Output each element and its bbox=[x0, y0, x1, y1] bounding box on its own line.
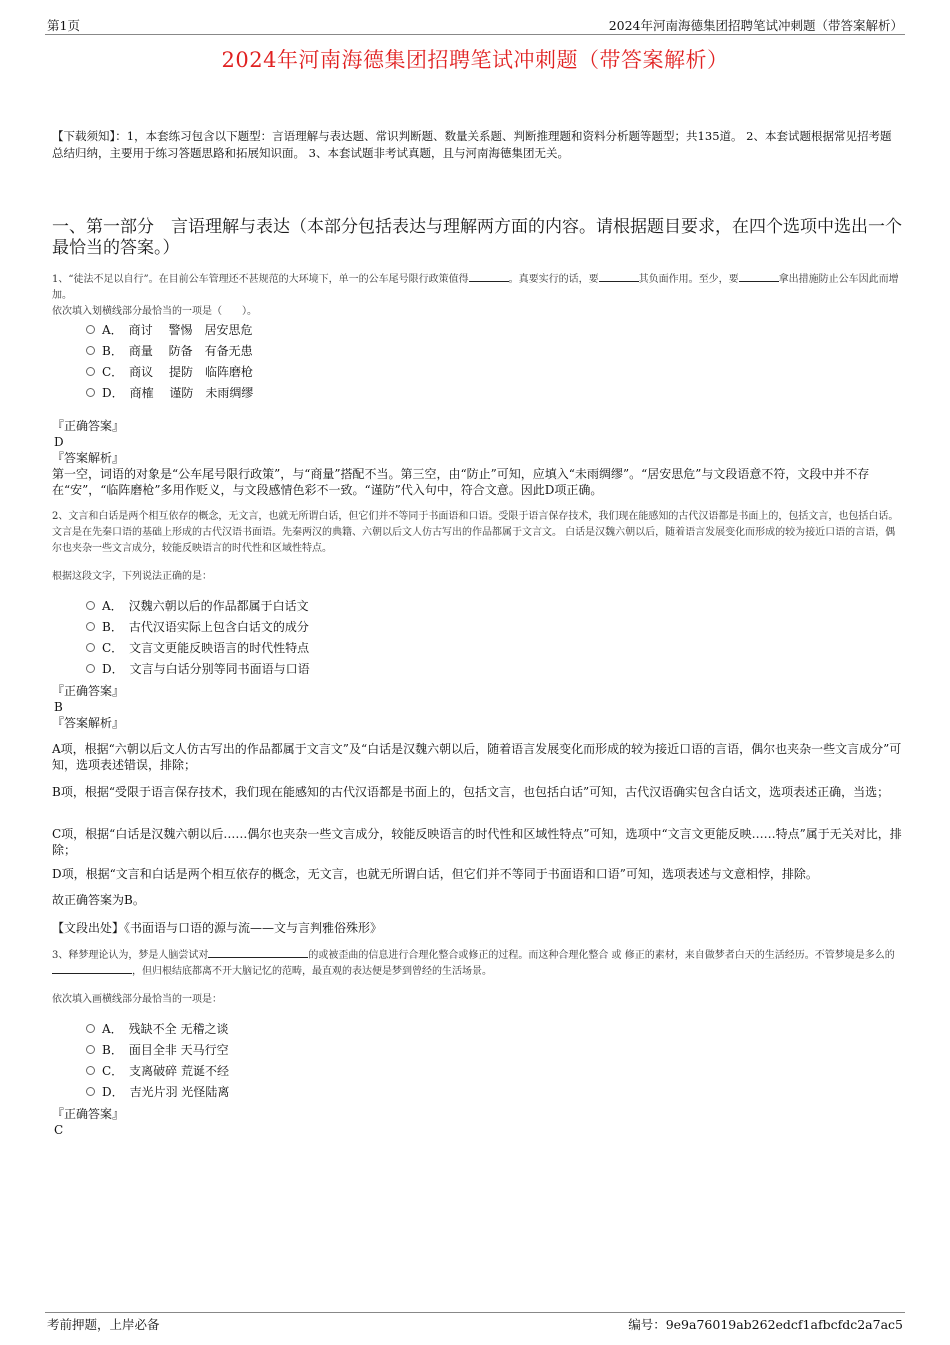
radio-icon[interactable] bbox=[86, 1066, 95, 1075]
question-2-options bbox=[86, 596, 310, 680]
page-footer bbox=[45, 1312, 905, 1333]
option-a[interactable]: A． 汉魏六朝以后的作品都属于白话文 bbox=[86, 596, 310, 617]
download-notice: 【下载须知】：1，本套练习包含以下题型：言语理解与表达题、常识判断题、数量关系题、判断推理题和资料分析题等题型；共135道。 2、本套试题根据常见招考题总结归纳，主要用于练习答题思路和拓展知识面。 3、本套试题非考试真题，且与河南海德集团无关。 bbox=[52, 129, 892, 160]
question-1-answer-block bbox=[52, 418, 902, 498]
question-2-answer-block bbox=[52, 683, 902, 731]
question-1-options bbox=[86, 320, 253, 404]
analysis-c: C项，根据“白话是汉魏六朝以后……偶尔也夹杂一些文言成分，较能反映语言的时代性和区域性特点”可知，选项中“文言文更能反映……特点”属于无关对比，排除； bbox=[52, 827, 902, 857]
document-id: 编号：9e9a76019ab262edcf1afbcfdc2a7ac5 bbox=[628, 1317, 903, 1332]
radio-icon[interactable] bbox=[86, 601, 95, 610]
option-b[interactable]: B． 面目全非 天马行空 bbox=[86, 1040, 229, 1061]
source-citation: 【文段出处】《书面语与口语的源与流——文与言判雅俗殊形》 bbox=[52, 921, 383, 935]
footer-slogan: 考前押题，上岸必备 bbox=[47, 1317, 160, 1332]
question-1-prompt: 依次填入划横线部分最恰当的一项是（ ）。 bbox=[52, 306, 257, 317]
option-b[interactable]: B． 商量 防备 有备无患 bbox=[86, 341, 253, 362]
answer-label: 『正确答案』 bbox=[52, 419, 125, 433]
correct-answer: B bbox=[54, 700, 63, 714]
radio-icon[interactable] bbox=[86, 388, 95, 397]
option-b[interactable]: B． 古代汉语实际上包含白话文的成分 bbox=[86, 617, 310, 638]
question-1-text: 1、“徒法不足以自行”。在目前公车管理还不甚规范的大环境下，单一的公车尾号限行政策值得 。真要实行的话，要 其负面作用。至少，要 拿出措施防止公车因此而增加。 依次填入划横线部分最恰当的一项是（ ）。 bbox=[52, 272, 902, 320]
correct-answer: D bbox=[54, 435, 64, 449]
question-3-answer-block bbox=[52, 1106, 902, 1138]
option-c[interactable]: C． 商议 提防 临阵磨枪 bbox=[86, 362, 253, 383]
radio-icon[interactable] bbox=[86, 643, 95, 652]
analysis-a: A项，根据“六朝以后文人仿古写出的作品都属于文言文”及“白话是汉魏六朝以后，随着语言发展变化而形成的较为接近口语的言语，偶尔也夹杂一些文言成分”可知，选项表述错误，排除； bbox=[52, 742, 902, 772]
analysis-text: 第一空，词语的对象是“公车尾号限行政策”，与“商量”搭配不当。第三空，由“防止”可知，应填入“未雨绸缪”。“居安思危”与文段语意不符，文段中并不存在“安”，“临阵磨枪”多用作贬义，与文段感情色彩不一致。“谨防”代入句中，符合文意。因此D项正确。 bbox=[52, 467, 870, 497]
question-3-text: 3、释梦理论认为，梦是人脑尝试对 的或被歪曲的信息进行合理化整合或修正的过程。而这种合理化整合 或 修正的素材，来自做梦者白天的生活经历。不管梦境是多么的，但归根结底都离不开大脑记忆的范畴，最直观的表达便是梦到曾经的生活场景。 bbox=[52, 950, 895, 977]
analysis-conclusion: 故正确答案为B。 bbox=[52, 893, 145, 907]
option-a[interactable]: A． 商讨 警惕 居安思危 bbox=[86, 320, 253, 341]
analysis-d: D项，根据“文言和白话是两个相互依存的概念，无文言，也就无所谓白话，但它们并不等同于书面语和口语”可知，选项表述与文意相悖，排除。 bbox=[52, 867, 818, 881]
radio-icon[interactable] bbox=[86, 1045, 95, 1054]
answer-label: 『正确答案』 bbox=[52, 1107, 125, 1121]
answer-label: 『正确答案』 bbox=[52, 684, 125, 698]
option-c[interactable]: C． 文言文更能反映语言的时代性特点 bbox=[86, 638, 310, 659]
option-a[interactable]: A． 残缺不全 无稽之谈 bbox=[86, 1019, 229, 1040]
option-c[interactable]: C． 支离破碎 荒诞不经 bbox=[86, 1061, 229, 1082]
question-2-prompt: 根据这段文字，下列说法正确的是： bbox=[52, 571, 212, 582]
page-title: 2024年河南海德集团招聘笔试冲刺题（带答案解析） bbox=[221, 48, 729, 72]
radio-icon[interactable] bbox=[86, 622, 95, 631]
header-doc-title: 2024年河南海德集团招聘笔试冲刺题（带答案解析） bbox=[608, 18, 903, 33]
section-heading: 一、第一部分 言语理解与表达（本部分包括表达与理解两方面的内容。请根据题目要求，在四个选项中选出一个最恰当的答案。） bbox=[52, 217, 902, 258]
question-2-text: 2、文言和白话是两个相互依存的概念，无文言，也就无所谓白话，但它们并不等同于书面语和口语。受限于语言保存技术，我们现在能感知的古代汉语都是书面上的，包括文言，也包括白话。文言是在先秦口语的基础上形成的古代汉语书面语。先秦两汉的典籍、六朝以后文人仿古写出的作品都属于文言文。 白话是汉魏六朝以后，随着语言发展变化而形成的较为接近口语的言语，偶尔也夹杂一些文言成分，较能反映语言的时代性和区域性特点。 bbox=[52, 511, 899, 554]
radio-icon[interactable] bbox=[86, 367, 95, 376]
page-number: 第1页 bbox=[47, 18, 80, 33]
radio-icon[interactable] bbox=[86, 346, 95, 355]
option-d[interactable]: D． 吉光片羽 光怪陆离 bbox=[86, 1082, 229, 1103]
question-3-options bbox=[86, 1019, 229, 1103]
radio-icon[interactable] bbox=[86, 1087, 95, 1096]
option-d[interactable]: D． 商榷 谨防 未雨绸缪 bbox=[86, 383, 253, 404]
radio-icon[interactable] bbox=[86, 664, 95, 673]
analysis-b: B项，根据“受限于语言保存技术，我们现在能感知的古代汉语都是书面上的，包括文言，也包括白话”可知，古代汉语确实包含白话文，选项表述正确，当选； bbox=[52, 785, 890, 799]
analysis-label: 『答案解析』 bbox=[52, 451, 125, 465]
radio-icon[interactable] bbox=[86, 325, 95, 334]
correct-answer: C bbox=[54, 1123, 64, 1137]
page-header bbox=[45, 14, 905, 35]
radio-icon[interactable] bbox=[86, 1024, 95, 1033]
option-d[interactable]: D． 文言与白话分别等同书面语与口语 bbox=[86, 659, 310, 680]
analysis-label: 『答案解析』 bbox=[52, 716, 125, 730]
question-3-prompt: 依次填入画横线部分最恰当的一项是： bbox=[52, 994, 222, 1005]
